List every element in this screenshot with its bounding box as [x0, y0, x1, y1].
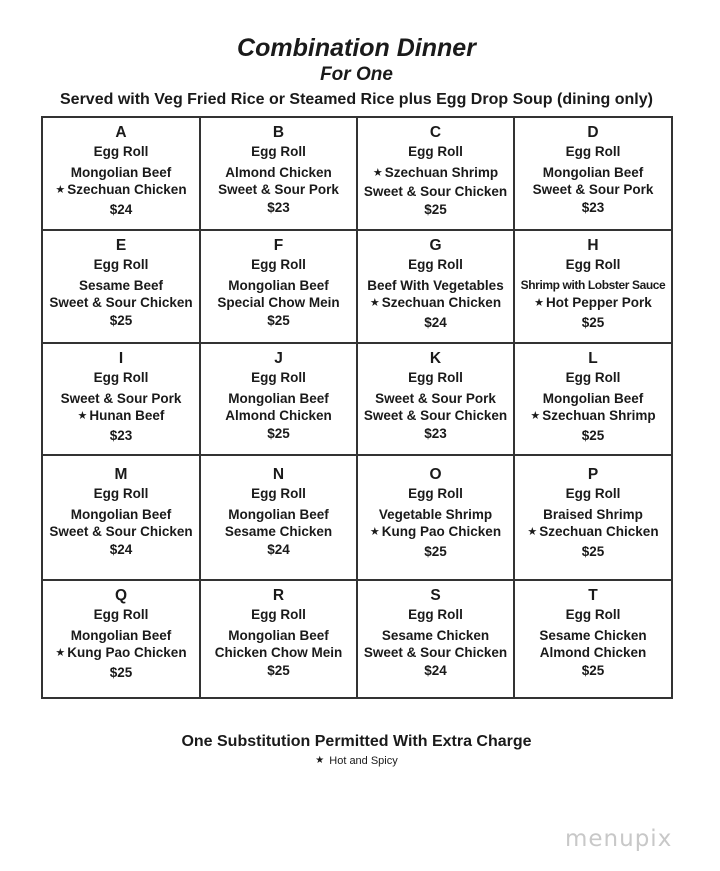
combo-item — [49, 294, 192, 312]
combo-cell — [358, 581, 515, 699]
combo-price: $25 — [267, 312, 290, 328]
combo-item — [527, 523, 658, 543]
substitution-note: One Substitution Permitted With Extra Charge — [181, 733, 532, 750]
combo-letter: E — [115, 237, 127, 254]
combo-letter: Q — [114, 587, 128, 604]
combo-item-text: Szechuan Shrimp — [384, 164, 499, 180]
combo-cell — [201, 118, 358, 231]
combo-egg-roll: Egg Roll — [251, 607, 306, 622]
combo-cell — [43, 231, 201, 344]
combo-cell — [43, 581, 201, 699]
combo-item — [228, 390, 329, 408]
combo-item — [543, 390, 644, 408]
combo-item-text: Sesame Chicken — [539, 627, 647, 643]
combo-item-text: Sweet & Sour Pork — [532, 182, 654, 197]
combo-letter: R — [272, 587, 285, 604]
combo-egg-roll: Egg Roll — [565, 370, 621, 385]
combo-item-text: Szechuan Chicken — [381, 295, 502, 310]
combo-egg-roll: Egg Roll — [565, 486, 621, 501]
combo-item-text: Almond Chicken — [225, 408, 332, 423]
combo-item-text: Mongolian Beef — [70, 164, 172, 180]
combo-item — [79, 277, 163, 295]
star-icon: ★ — [55, 184, 66, 196]
combo-item — [540, 644, 647, 662]
combo-cell — [358, 118, 515, 231]
combo-egg-roll: Egg Roll — [251, 144, 306, 159]
combo-cell — [43, 456, 201, 581]
combo-item-text: Special Chow Mein — [217, 295, 340, 310]
combo-price: $25 — [581, 543, 605, 559]
combo-item — [521, 277, 666, 295]
combo-item-text: Szechuan Chicken — [67, 182, 187, 197]
combo-item-text: Mongolian Beef — [70, 506, 172, 522]
combo-item-text: Hot Pepper Pork — [546, 295, 652, 310]
combo-price: $23 — [424, 425, 447, 441]
combo-cell — [43, 118, 201, 231]
combo-egg-roll: Egg Roll — [93, 370, 149, 385]
combo-letter: M — [114, 466, 128, 483]
combo-item-text: Sweet & Sour Chicken — [363, 184, 508, 199]
combo-item — [375, 390, 496, 408]
combo-price: $25 — [424, 201, 447, 217]
combo-item — [370, 294, 501, 314]
combo-price: $25 — [581, 662, 605, 678]
combo-price: $24 — [109, 541, 133, 557]
star-icon: ★ — [369, 297, 380, 309]
combo-egg-roll: Egg Roll — [251, 257, 306, 272]
combo-item — [49, 523, 192, 541]
combo-cell — [201, 231, 358, 344]
combo-item — [228, 627, 329, 645]
star-icon: ★ — [369, 526, 380, 538]
combo-item — [543, 164, 644, 182]
combo-item-text: Sesame Chicken — [381, 627, 490, 643]
combo-cell — [201, 581, 358, 699]
combo-item-text: Sweet & Sour Pork — [375, 390, 496, 406]
combo-price: $25 — [267, 662, 290, 678]
combo-item-text: Shrimp with Lobster Sauce — [520, 277, 666, 292]
combo-egg-roll: Egg Roll — [93, 607, 149, 622]
combo-egg-roll: Egg Roll — [408, 144, 463, 159]
combo-cell — [515, 581, 673, 699]
combo-letter: P — [587, 466, 599, 483]
combo-cell — [358, 231, 515, 344]
combo-cell — [358, 344, 515, 456]
combo-price: $25 — [581, 427, 605, 443]
combo-item-text: Chicken Chow Mein — [214, 645, 343, 660]
combo-item-text: Mongolian Beef — [542, 164, 644, 180]
combo-letter: N — [272, 466, 285, 483]
star-icon: ★ — [527, 526, 538, 538]
combo-egg-roll: Egg Roll — [251, 370, 306, 385]
combo-price: $24 — [424, 662, 447, 678]
combo-letter: L — [588, 350, 598, 367]
combo-letter: T — [588, 587, 598, 604]
combo-item-text: Kung Pao Chicken — [381, 524, 502, 539]
combo-item-text: Sweet & Sour Chicken — [363, 408, 508, 423]
combo-egg-roll: Egg Roll — [565, 257, 621, 272]
combination-grid — [41, 116, 673, 699]
combo-item — [215, 644, 343, 662]
combo-item — [364, 407, 507, 425]
combo-cell — [201, 456, 358, 581]
combo-cell — [201, 344, 358, 456]
combo-item-text: Almond Chicken — [225, 164, 332, 180]
combo-letter: I — [118, 350, 124, 367]
combo-item-text: Sweet & Sour Pork — [60, 390, 182, 406]
combo-item — [228, 277, 329, 295]
combo-item-text: Sweet & Sour Pork — [218, 182, 339, 197]
combo-price: $25 — [109, 312, 133, 328]
combo-item — [364, 644, 507, 662]
watermark-logo: menupix — [565, 826, 673, 852]
combo-price: $25 — [109, 664, 133, 680]
combo-price: $23 — [267, 199, 290, 215]
combo-item-text: Sesame Beef — [78, 277, 164, 293]
combo-egg-roll: Egg Roll — [93, 257, 149, 272]
combo-egg-roll: Egg Roll — [408, 607, 463, 622]
combo-item-text: Mongolian Beef — [70, 627, 172, 643]
combo-egg-roll: Egg Roll — [408, 257, 463, 272]
combo-egg-roll: Egg Roll — [565, 607, 621, 622]
combo-letter: B — [272, 124, 285, 141]
combo-letter: C — [429, 124, 442, 141]
star-icon: ★ — [534, 297, 545, 309]
combo-cell — [43, 344, 201, 456]
combo-item-text: Mongolian Beef — [228, 506, 329, 522]
served-with-note: Served with Veg Fried Rice or Steamed Rice plus Egg Drop Soup (dining only) — [60, 91, 653, 108]
combo-item — [228, 506, 329, 524]
combo-cell — [515, 118, 673, 231]
combo-item-text: Szechuan Chicken — [539, 524, 659, 539]
combo-item — [543, 506, 643, 524]
combo-item — [61, 390, 182, 408]
legend-text: Hot and Spicy — [329, 755, 398, 767]
combo-egg-roll: Egg Roll — [408, 486, 463, 501]
spicy-legend — [0, 754, 713, 769]
combo-price: $25 — [267, 425, 290, 441]
combo-item — [373, 164, 498, 184]
star-icon: ★ — [77, 410, 88, 422]
combo-item-text: Sesame Chicken — [224, 524, 333, 539]
combo-cell — [515, 344, 673, 456]
combo-item — [364, 183, 507, 201]
combo-item-text: Vegetable Shrimp — [378, 506, 493, 522]
combo-letter: K — [429, 350, 442, 367]
combo-item — [533, 181, 654, 199]
combo-item-text: Braised Shrimp — [543, 506, 643, 522]
combo-letter: S — [430, 587, 441, 604]
combo-price: $25 — [424, 543, 447, 559]
combo-letter: F — [273, 237, 284, 254]
combo-price: $24 — [424, 314, 447, 330]
combo-cell — [515, 456, 673, 581]
combo-letter: H — [587, 237, 599, 254]
combo-item-text: Hunan Beef — [89, 408, 165, 423]
combo-item — [534, 294, 652, 314]
combo-price: $24 — [109, 201, 133, 217]
combo-letter: O — [429, 466, 442, 483]
combo-item-text: Beef With Vegetables — [367, 277, 504, 293]
combo-item — [78, 407, 165, 427]
combo-price: $24 — [267, 541, 290, 557]
combo-item — [55, 181, 186, 201]
combo-item — [218, 181, 339, 199]
combo-item — [539, 627, 646, 645]
combo-item — [225, 164, 332, 182]
combo-item — [530, 407, 655, 427]
combo-letter: G — [429, 237, 442, 254]
star-icon: ★ — [530, 410, 541, 422]
combo-item — [55, 644, 186, 664]
combo-item-text: Mongolian Beef — [228, 627, 329, 643]
combo-egg-roll: Egg Roll — [408, 370, 463, 385]
combo-letter: J — [274, 350, 283, 367]
combo-item — [379, 506, 492, 524]
combo-item — [71, 164, 172, 182]
star-icon: ★ — [55, 647, 66, 659]
star-icon: ★ — [372, 166, 383, 179]
combo-item-text: Mongolian Beef — [228, 390, 329, 406]
menu-title: Combination Dinner — [237, 34, 476, 62]
combo-item-text: Mongolian Beef — [542, 390, 644, 406]
combo-item — [217, 294, 339, 312]
combo-item-text: Sweet & Sour Chicken — [363, 645, 508, 660]
combo-cell — [515, 231, 673, 344]
combo-price: $23 — [581, 199, 605, 215]
star-icon: ★ — [315, 755, 325, 766]
combo-item — [382, 627, 489, 645]
combo-item-text: Almond Chicken — [539, 645, 647, 660]
combo-price: $25 — [581, 314, 605, 330]
combo-item — [225, 523, 332, 541]
combo-item — [370, 523, 501, 543]
combo-egg-roll: Egg Roll — [565, 144, 621, 159]
combo-egg-roll: Egg Roll — [93, 486, 149, 501]
combo-item-text: Kung Pao Chicken — [67, 645, 187, 660]
combo-item-text: Szechuan Shrimp — [542, 408, 656, 423]
combo-egg-roll: Egg Roll — [251, 486, 306, 501]
combo-item — [71, 506, 172, 524]
combo-letter: A — [115, 124, 127, 141]
combo-item — [71, 627, 172, 645]
menu-subtitle: For One — [320, 64, 393, 85]
combo-item — [225, 407, 332, 425]
combo-letter: D — [587, 124, 599, 141]
combo-cell — [358, 456, 515, 581]
combo-egg-roll: Egg Roll — [93, 144, 149, 159]
combo-item-text: Sweet & Sour Chicken — [49, 524, 193, 539]
combo-price: $23 — [109, 427, 133, 443]
combo-item-text: Mongolian Beef — [228, 277, 329, 293]
combo-item-text: Sweet & Sour Chicken — [49, 295, 193, 310]
combo-item — [367, 277, 503, 295]
